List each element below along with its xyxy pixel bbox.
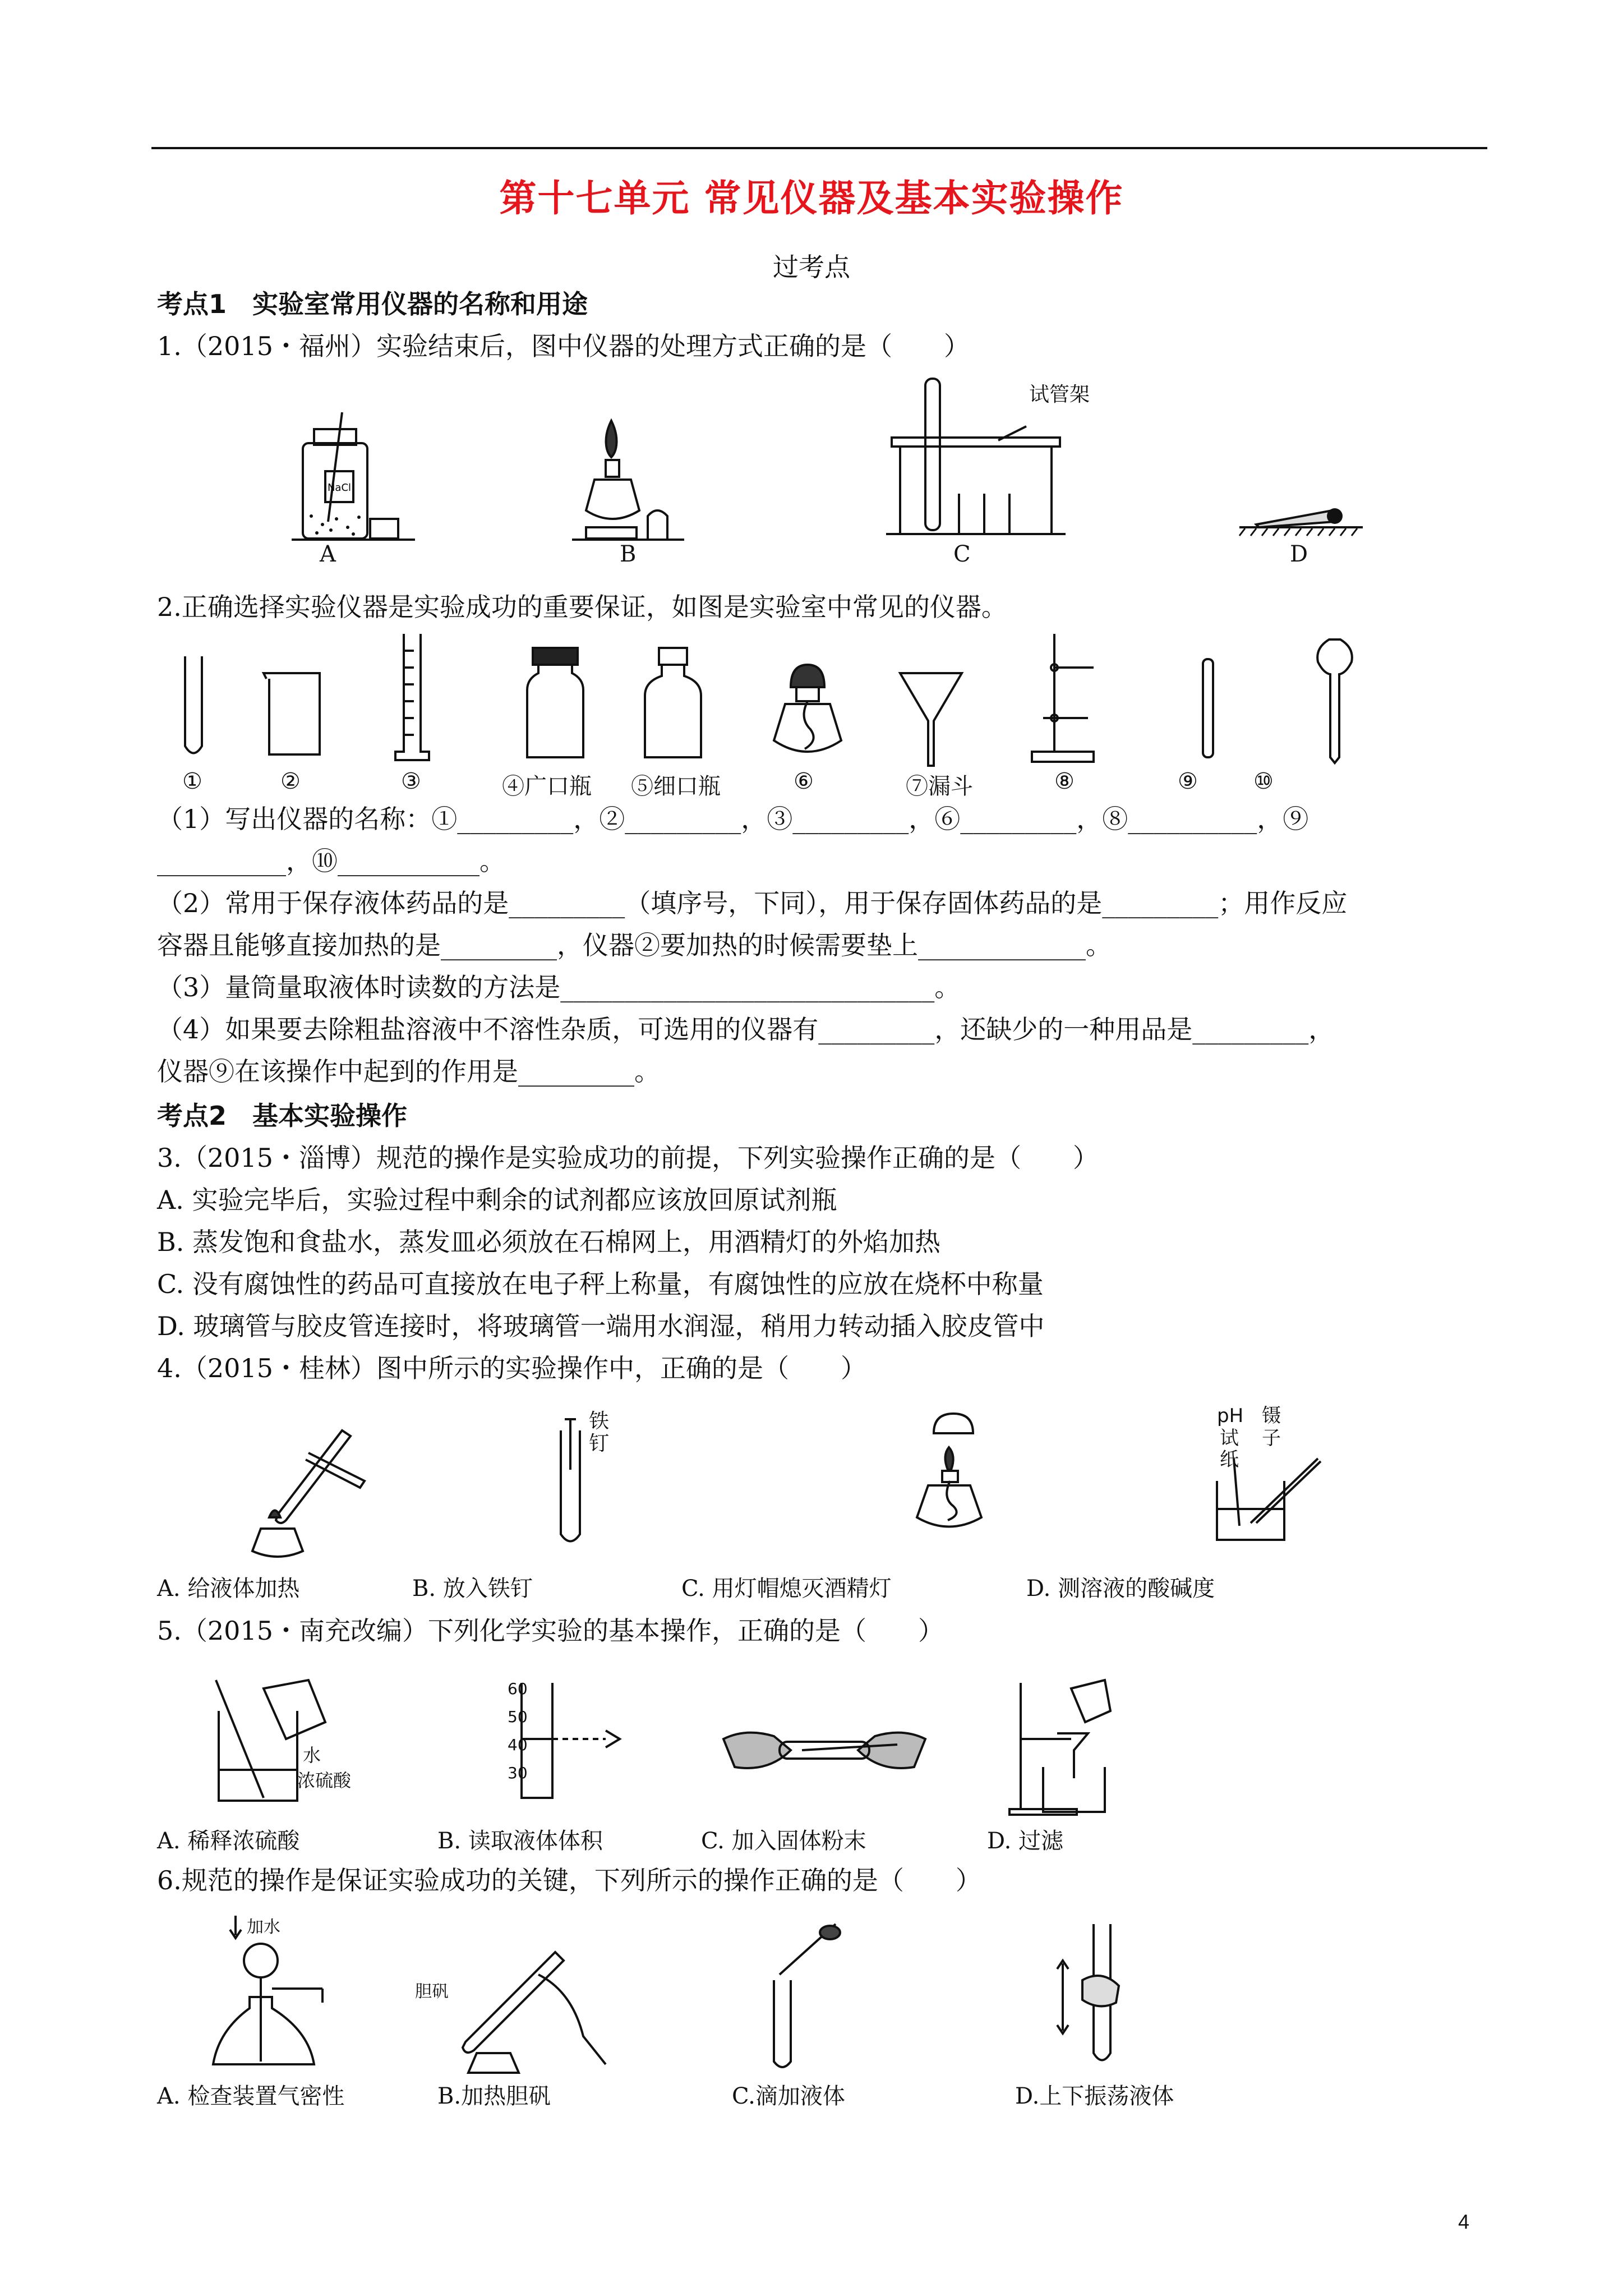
q2-part3: （3）量筒量取液体时读数的方法是_____________________________。 [157,972,961,1002]
q6-option-c: C.滴加液体 [732,2083,845,2109]
q4-fig-a-heating-liquid [236,1419,381,1559]
q5-option-b: B. 读取液体体积 [437,1828,603,1854]
q2-label-6: ⑥ [794,769,814,794]
q1-fig-a-reagent-bottle [292,409,415,550]
q5-option-c: C. 加入固体粉末 [701,1828,866,1854]
q2-label-5: ⑤细口瓶 [631,774,721,799]
nacl-label: NaCl [327,482,352,494]
page-number: 4 [1458,2210,1470,2233]
q6-option-b: B.加热胆矾 [437,2083,551,2109]
ph-label-3: 纸 [1220,1448,1239,1471]
q4-option-c: C. 用灯帽熄灭酒精灯 [681,1576,892,1602]
q4-option-a: A. 给液体加热 [157,1576,300,1602]
q2-part1-line1: （1）写出仪器的名称：①_________，②_________，③_________，⑥_________，⑧__________，⑨ [157,804,1309,834]
q5-stem: 5.（2015・南充改编）下列化学实验的基本操作，正确的是（ ） [157,1616,944,1646]
q1-option-c: C [953,541,971,567]
q3-option-d: D. 玻璃管与胶皮管连接时，将玻璃管一端用水润湿，稍用力转动插入胶皮管中 [157,1311,1045,1341]
q6-option-d: D.上下振荡液体 [1015,2083,1174,2109]
q4-fig-c-lamp-cap [909,1408,993,1554]
q2-part4-line1: （4）如果要去除粗盐溶液中不溶性杂质，可选用的仪器有_________，还缺少的一种用品是_________， [157,1014,1335,1045]
q6-fig-a-airtightness [224,1913,370,2076]
nail-label-2: 钉 [589,1432,610,1455]
q6-option-a: A. 检查装置气密性 [157,2083,345,2109]
tick-50: 50 [508,1708,528,1726]
q1-fig-d-tube-on-table [1234,494,1368,544]
section-subtitle: 过考点 [773,252,850,282]
tick-40: 40 [508,1736,528,1754]
test-tube-rack-label: 试管架 [1029,383,1090,406]
q5-fig-d-filtration [1004,1677,1150,1818]
q6-fig-b-heat-alum [415,1941,628,2076]
q2-part2-line2: 容器且能够直接加热的是_________，仪器②要加热的时候需要垫上_____________。 [157,930,1112,960]
q2-instrument-row [179,634,1486,774]
q3-stem: 3.（2015・淄博）规范的操作是实验成功的前提，下列实验操作正确的是（ ） [157,1143,1099,1173]
q1-fig-c-test-tube-rack [886,370,1094,550]
ph-label-1: pH [1217,1405,1244,1427]
q2-label-3: ③ [401,769,421,794]
acid-label: 浓硫酸 [297,1770,352,1791]
q2-label-4: ④广口瓶 [502,774,592,799]
q4-fig-b-test-tube-nail [555,1408,639,1554]
q4-option-b: B. 放入铁钉 [412,1576,533,1602]
q1-option-d: D [1290,541,1308,567]
tweezers-label-2: 子 [1262,1427,1281,1450]
q2-label-9: ⑨ [1178,769,1198,794]
q4-option-d: D. 测溶液的酸碱度 [1026,1576,1215,1602]
q2-label-7: ⑦漏斗 [906,774,973,799]
q2-part1-line2: __________，⑩___________。 [157,846,505,876]
nail-label-1: 铁 [589,1410,610,1433]
q2-part4-line2: 仪器⑨在该操作中起到的作用是_________。 [157,1056,660,1087]
q5-fig-b-read-cylinder [499,1677,645,1806]
q2-stem: 2.正确选择实验仪器是实验成功的重要保证，如图是实验室中常见的仪器。 [157,592,1007,622]
q2-label-10: ⑩ [1253,769,1274,794]
kaodian-2-heading: 考点2 基本实验操作 [157,1101,408,1131]
kaodian-1-heading: 考点1 实验室常用仪器的名称和用途 [157,289,588,319]
ph-label-2: 试 [1220,1427,1239,1450]
q1-fig-b-alcohol-lamp [572,415,684,550]
q6-fig-d-shake-tube [1049,1918,1150,2076]
q2-part2-line1: （2）常用于保存液体药品的是_________（填序号，下同），用于保存固体药品的是_________；用作反应 [157,888,1348,918]
q2-label-8: ⑧ [1054,769,1075,794]
q1-option-a: A [320,541,336,567]
q3-option-c: C. 没有腐蚀性的药品可直接放在电子秤上称量，有腐蚀性的应放在烧杯中称量 [157,1269,1044,1299]
q6-fig-c-dropper [757,1918,869,2076]
water-label: 水 [303,1745,321,1766]
tick-60: 60 [508,1680,528,1698]
alum-label: 胆矾 [415,1982,449,2001]
q3-option-a: A. 实验完毕后，实验过程中剩余的试剂都应该放回原试剂瓶 [157,1185,837,1215]
q2-label-2: ② [280,769,301,794]
page-title: 第十七单元 常见仪器及基本实验操作 [499,177,1124,220]
tick-30: 30 [508,1764,528,1782]
header-rule [151,147,1487,149]
q1-option-b: B [620,541,637,567]
q2-label-1: ① [182,769,202,794]
tweezers-label-1: 镊 [1262,1405,1281,1427]
q5-fig-a-dilute-acid [202,1677,370,1818]
q4-stem: 4.（2015・桂林）图中所示的实验操作中，正确的是（ ） [157,1353,866,1383]
add-water-label: 加水 [247,1917,280,1937]
q4-fig-d-ph-paper [1211,1402,1340,1559]
q5-option-d: D. 过滤 [987,1828,1064,1854]
q5-option-a: A. 稀释浓硫酸 [157,1828,300,1854]
q5-fig-c-add-powder [718,1705,931,1806]
q3-option-b: B. 蒸发饱和食盐水，蒸发皿必须放在石棉网上，用酒精灯的外焰加热 [157,1227,941,1257]
q6-stem: 6.规范的操作是保证实验成功的关键，下列所示的操作正确的是（ ） [157,1865,981,1895]
q1-stem: 1.（2015・福州）实验结束后，图中仪器的处理方式正确的是（ ） [157,331,970,361]
